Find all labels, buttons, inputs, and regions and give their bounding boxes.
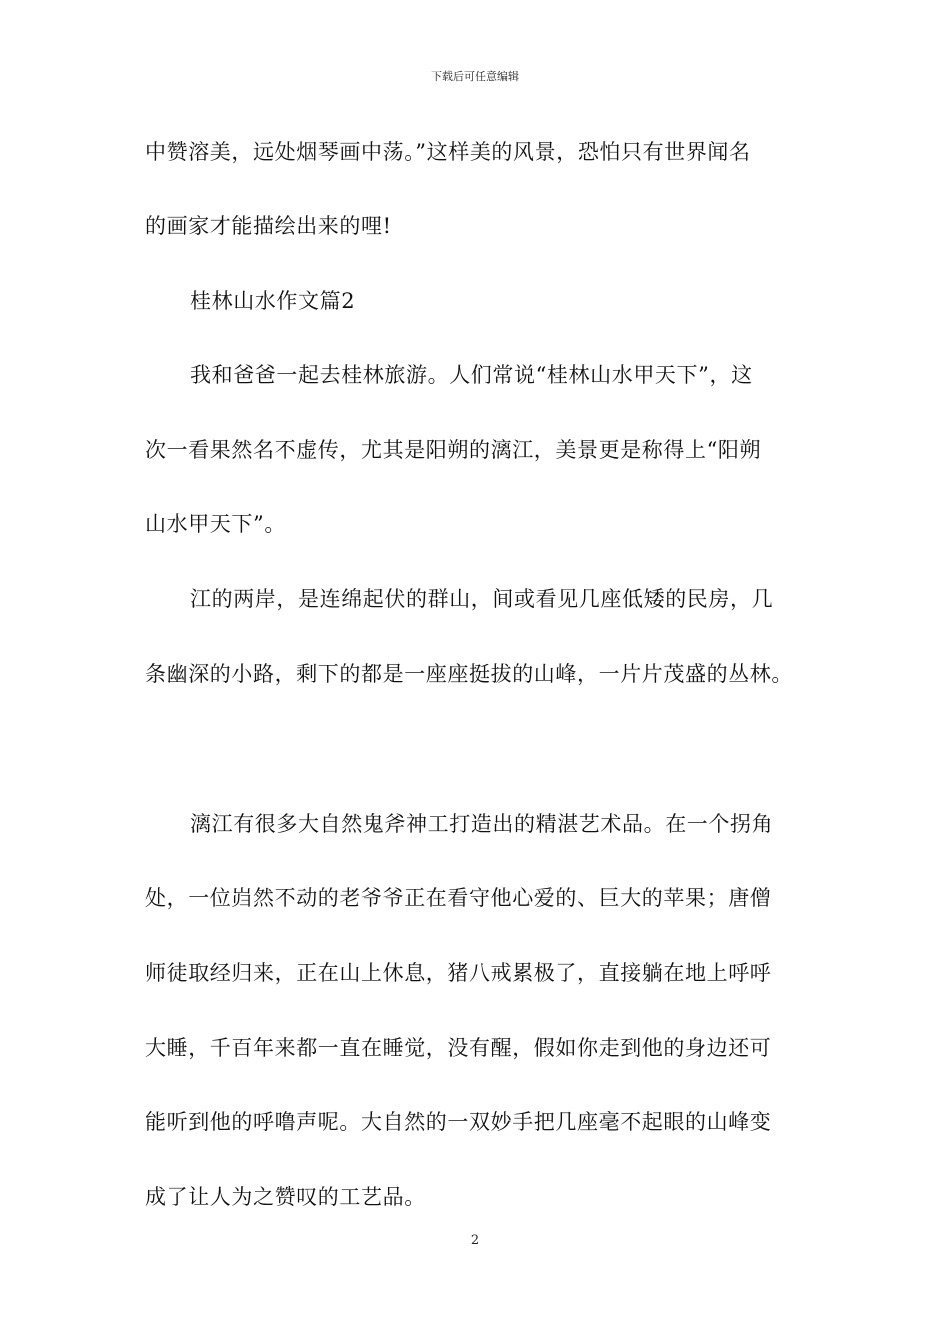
page-number: 2 xyxy=(470,1233,480,1248)
section-heading: 桂林山水作文篇2 xyxy=(190,289,356,313)
paragraph-line: 处，一位岿然不动的老爷爷正在看守他心爱的、巨大的苹果；唐僧 xyxy=(145,886,772,910)
paragraph-line: 次一看果然名不虚传，尤其是阳朔的漓江，美景更是称得上“阳朔 xyxy=(145,438,762,462)
paragraph-line: 能听到他的呼噜声呢。大自然的一双妙手把几座毫不起眼的山峰变 xyxy=(145,1110,772,1134)
paragraph-line: 江的两岸，是连绵起伏的群山，间或看见几座低矮的民房，几 xyxy=(190,587,774,611)
paragraph-line: 我和爸爸一起去桂林旅游。人们常说“桂林山水甲天下”，这 xyxy=(190,363,753,387)
paragraph-line: 中赞溶美，远处烟琴画中荡。”这样美的风景，恐怕只有世界闻名 xyxy=(145,140,751,164)
paragraph-line: 成了让人为之赞叹的工艺品。 xyxy=(145,1185,426,1209)
paragraph-line: 大睡，千百年来都一直在睡觉，没有醒，假如你走到他的身边还可 xyxy=(145,1036,772,1060)
paragraph-line: 师徒取经归来，正在山上休息，猪八戒累极了，直接躺在地上呼呼 xyxy=(145,961,772,985)
paragraph-line: 漓江有很多大自然鬼斧神工打造出的精湛艺术品。在一个拐角 xyxy=(190,812,774,836)
page-header: 下载后可任意编辑 xyxy=(431,70,519,83)
paragraph-line: 条幽深的小路，剩下的都是一座座挺拔的山峰，一片片茂盛的丛林。 xyxy=(145,662,793,686)
paragraph-line: 的画家才能描绘出来的哩! xyxy=(145,214,392,238)
paragraph-line: 山水甲天下”。 xyxy=(145,512,286,536)
